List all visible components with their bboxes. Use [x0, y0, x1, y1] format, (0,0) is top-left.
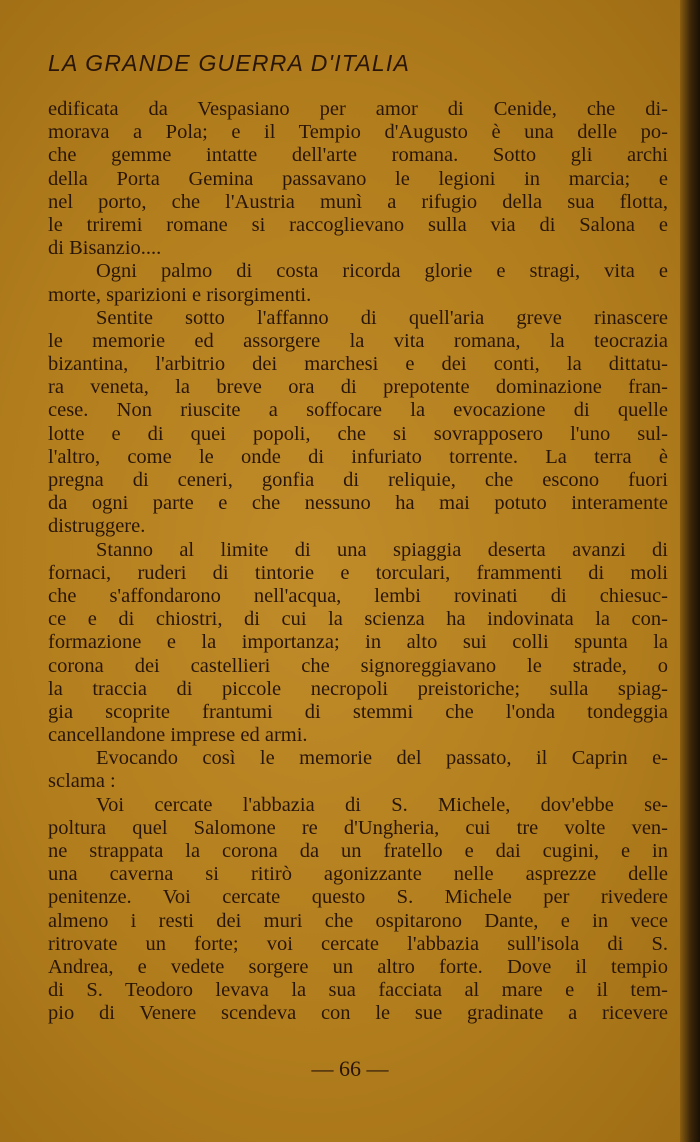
- page-number: — 66 —: [311, 1056, 389, 1081]
- text-line: corona dei castellieri che signoreggiavano le strade, o: [48, 654, 668, 677]
- text-line: edificata da Vespasiano per amor di Cenide, che di-: [48, 98, 668, 120]
- text-line: fornaci, ruderi di tintorie e torculari, frammenti di moli: [48, 561, 668, 584]
- text-line: di S. Teodoro levava la sua facciata al mare e il tem-: [48, 979, 668, 1002]
- text-line: distruggere.: [48, 515, 146, 538]
- text-line: formazione e la importanza; in alto sui colli spunta la: [48, 631, 668, 654]
- text-line: gia scoprite frantumi di stemmi che l'onda tondeggia: [48, 700, 668, 723]
- text-line: l'altro, come le onde di infuriato torrente. La terra è: [48, 445, 668, 468]
- text-line: penitenze. Voi cercate questo S. Michele per rivedere: [48, 886, 668, 909]
- text-line: morte, sparizioni e risorgimenti.: [48, 283, 312, 306]
- text-line: che s'affondarono nell'acqua, lembi rovinati di chiesuc-: [48, 584, 668, 607]
- text-line: che gemme intatte dell'arte romana. Sotto gli archi: [48, 144, 668, 167]
- text-line: Voi cercate l'abbazia di S. Michele, dov'ebbe se-: [96, 793, 668, 816]
- page-edge: [680, 0, 700, 1142]
- text-line: nel porto, che l'Austria munì a rifugio della sua flotta,: [48, 190, 668, 213]
- text-line: le memorie ed assorgere la vita romana, la teocrazia: [48, 329, 668, 352]
- text-line: da ogni parte e che nessuno ha mai potuto interamente: [48, 492, 668, 515]
- text-line: sclama :: [48, 770, 116, 793]
- text-line: cancellandone imprese ed armi.: [48, 724, 308, 747]
- text-line: della Porta Gemina passavano le legioni in marcia; e: [48, 167, 668, 190]
- text-line: ritrovate un forte; voi cercate l'abbazia sull'isola di S.: [48, 932, 668, 955]
- text-line: pregna di ceneri, gonfia di reliquie, che escono fuori: [48, 469, 668, 491]
- text-line: Evocando così le memorie del passato, il Caprin e-: [96, 747, 668, 770]
- text-line: le triremi romane si raccoglievano sulla via di Salona e: [48, 213, 668, 236]
- text-line: Andrea, e vedete sorgere un altro forte. Dove il tempio: [48, 955, 668, 978]
- body-text: [48, 98, 668, 1026]
- text-line: morava a Pola; e il Tempio d'Augusto è una delle po-: [48, 121, 668, 144]
- text-line: Ogni palmo di costa ricorda glorie e stragi, vita e: [96, 260, 668, 283]
- text-line: Stanno al limite di una spiaggia deserta avanzi di: [96, 538, 668, 561]
- text-line: bizantina, l'arbitrio dei marchesi e dei conti, la dittatu-: [48, 353, 668, 376]
- text-line: Sentite sotto l'affanno di quell'aria greve rinascere: [96, 306, 668, 329]
- text-line: una caverna si ritirò agonizzante nelle asprezze delle: [48, 863, 668, 886]
- text-line: almeno i resti dei muri che ospitarono Dante, e in vece: [48, 909, 668, 932]
- text-line: poltura quel Salomone re d'Ungheria, cui tre volte ven-: [48, 816, 668, 839]
- text-line: lotte e di quei popoli, che si sovrapposero l'uno sul-: [48, 422, 668, 445]
- text-line: pio di Venere scendeva con le sue gradinate a ricevere: [48, 1002, 668, 1025]
- text-line: cese. Non riuscite a soffocare la evocazione di quelle: [48, 399, 668, 422]
- running-header: LA GRANDE GUERRA D'ITALIA: [48, 50, 410, 76]
- text-line: ne strappata la corona da un fratello e dai cugini, e in: [48, 840, 668, 862]
- text-line: di Bisanzio....: [48, 237, 162, 260]
- text-line: ra veneta, la breve ora di prepotente dominazione fran-: [48, 376, 668, 399]
- text-line: la traccia di piccole necropoli preistoriche; sulla spiag-: [48, 677, 668, 700]
- text-line: ce e di chiostri, di cui la scienza ha indovinata la con-: [48, 608, 668, 631]
